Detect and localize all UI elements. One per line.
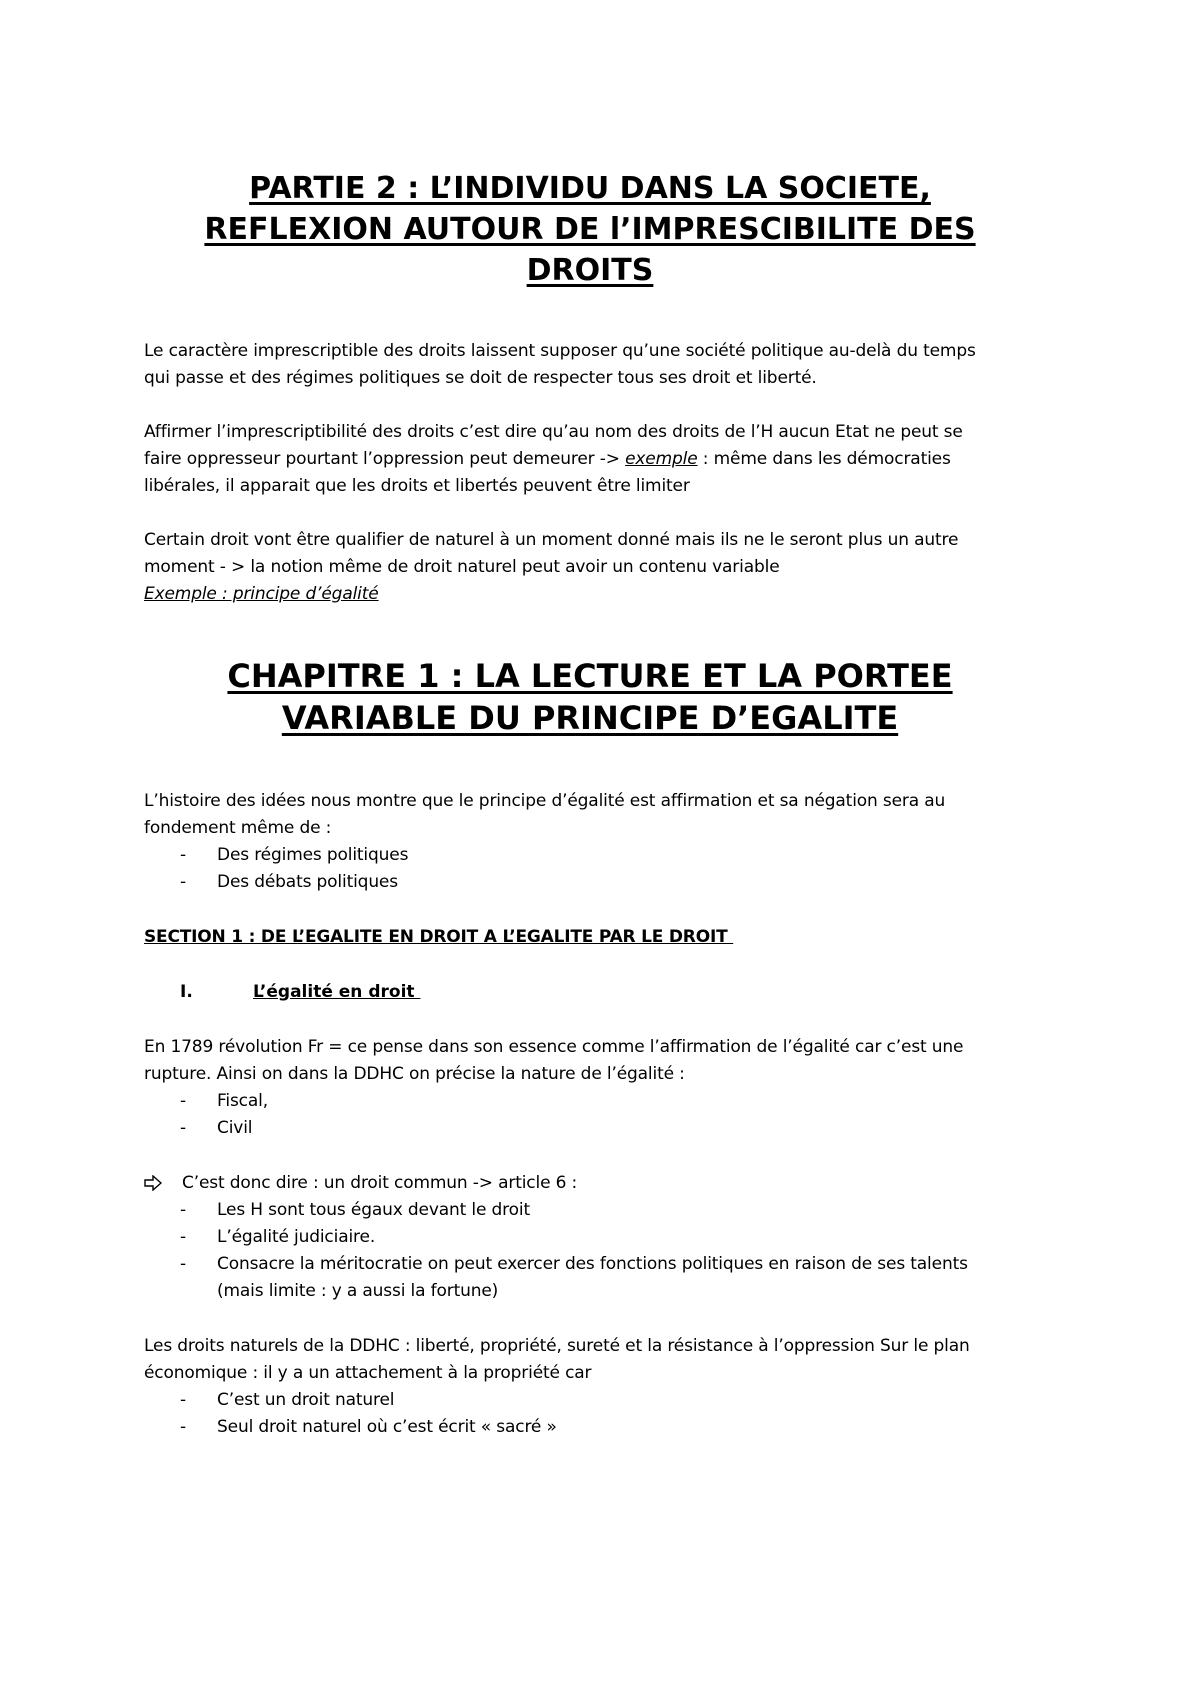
section-p1-line: rupture. Ainsi on dans la DDHC on précise la nature de l’égalité : (144, 1064, 685, 1084)
part-heading-line: PARTIE 2 : L’INDIVIDU DANS LA SOCIETE, (249, 171, 931, 206)
subsection-numeral: I. (180, 982, 193, 1002)
chapter-heading-line: CHAPITRE 1 : LA LECTURE ET LA PORTEE (227, 657, 953, 695)
section-p1-line: En 1789 révolution Fr = ce pense dans son essence comme l’affirmation de l’égalité car c’est une (144, 1037, 964, 1057)
list-item: Des débats politiques (217, 872, 398, 892)
chapter-heading-line: VARIABLE DU PRINCIPE D’EGALITE (281, 699, 899, 737)
example-label: Exemple : principe d’égalité (144, 584, 379, 604)
bullet-dash: - (180, 1118, 187, 1138)
part-heading (140, 168, 1040, 291)
section-title: SECTION 1 : DE L’EGALITE EN DROIT A L’EGALITE PAR LE DROIT (144, 927, 734, 947)
list-item-continuation: (mais limite : y a aussi la fortune) (217, 1281, 499, 1301)
intro-p2-line: libérales, il apparait que les droits et libertés peuvent être limiter (144, 476, 690, 496)
list-item: Des régimes politiques (217, 845, 409, 865)
list-item: C’est un droit naturel (217, 1390, 395, 1410)
list-item: Les H sont tous égaux devant le droit (217, 1200, 530, 1220)
exemple-link: exemple (625, 449, 698, 469)
arrow-line: C’est donc dire : un droit commun -> article 6 : (182, 1173, 578, 1193)
bullet-dash: - (180, 1254, 187, 1274)
bullet-dash: - (180, 1200, 187, 1220)
intro-p2-text: faire oppresseur pourtant l’oppression peut demeurer -> (144, 449, 626, 469)
bullet-dash: - (180, 1091, 187, 1111)
intro-p3-line: Certain droit vont être qualifier de naturel à un moment donné mais ils ne le seront plus un autre (144, 530, 959, 550)
list-item: Fiscal, (217, 1091, 268, 1111)
section-p2-line: économique : il y a un attachement à la propriété car (144, 1363, 592, 1383)
intro-p2-line (144, 448, 951, 470)
bullet-dash: - (180, 872, 187, 892)
intro-p3-line: moment - > la notion même de droit naturel peut avoir un contenu variable (144, 557, 780, 577)
chapter-intro-line: fondement même de : (144, 818, 332, 838)
intro-p1-line: Le caractère imprescriptible des droits laissent supposer qu’une société politique au-delà du temps (144, 341, 976, 361)
list-item: Seul droit naturel où c’est écrit « sacré » (217, 1417, 557, 1437)
intro-p2-line: Affirmer l’imprescriptibilité des droits c’est dire qu’au nom des droits de l’H aucun Etat ne peut se (144, 422, 963, 442)
intro-p2-text: : même dans les démocraties (697, 449, 951, 469)
list-item: L’égalité judiciaire. (217, 1227, 376, 1247)
subsection-title: L’égalité en droit (253, 982, 421, 1002)
intro-p1-line: qui passe et des régimes politiques se doit de respecter tous ses droit et liberté. (144, 368, 817, 388)
list-item: Consacre la méritocratie on peut exercer des fonctions politiques en raison de ses talents (217, 1254, 968, 1274)
chapter-heading (140, 655, 1040, 739)
bullet-dash: - (180, 845, 187, 865)
part-heading-line: DROITS (526, 253, 654, 288)
right-arrow-icon (144, 1175, 162, 1191)
bullet-dash: - (180, 1390, 187, 1410)
bullet-dash: - (180, 1417, 187, 1437)
section-p2-line: Les droits naturels de la DDHC : liberté, propriété, sureté et la résistance à l’oppression Sur le plan (144, 1336, 970, 1356)
list-item: Civil (217, 1118, 253, 1138)
chapter-intro-line: L’histoire des idées nous montre que le principe d’égalité est affirmation et sa négation sera au (144, 791, 946, 811)
bullet-dash: - (180, 1227, 187, 1247)
part-heading-line: REFLEXION AUTOUR DE l’IMPRESCIBILITE DES (204, 212, 976, 247)
